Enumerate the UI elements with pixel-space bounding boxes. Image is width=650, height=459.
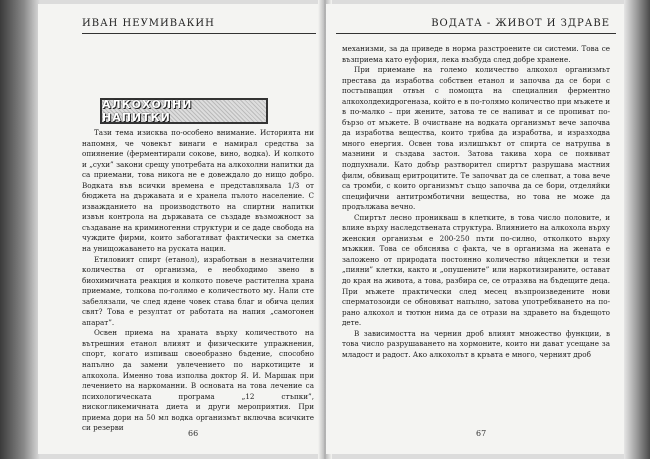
page-number-left: 66 [188,429,199,438]
chapter-title: АЛКОХОЛНИ НАПИТКИ [102,98,193,124]
left-page [38,4,324,454]
chapter-title-box [100,98,268,124]
book-edge-right [624,0,650,459]
paragraph: При приемане на големо количество алкохол организмът престава да изработва собствен етанол и започва да се бори с постъпващия отвън с помощта на специалния ферментно алкохолдехидрогеназа, който е в по-голямо количество при мъжете и в по-малко – при жените, затова те се напиват и се пропиват по-бързо от мъжете. В очистване на водката организмът вече започва да изработва вещества, които трябва да изработва, и изразходва много енергия. Освен това излишъкът от спирта се натрупва в мазнини и създава застоя. Затова такива хора се появяват подпухнали. Като добър разтворител спиртът разрушава мастния филм, обвиващ еритроцитите. Те започват да се слепват, а това вече са тромби, с които организмът също започва да се бори, отделяйки специфични антитромботични вещества, но това не може да продължава вечно. [342,65,611,212]
paragraph: Освен приема на храната върху количеството на вътрешния етанол влияят и физическите упражнения, спорт, когато изпиваш своеобразно бъдение, способно напълно да замени увлечението по наркотиците и алкохола. Именно това изполва доктор Я. И. Маршак при лечението на наркоманни. В основата на това лечение са психологическата програма „12 стъпки”, нискогликемичната диета и други мероприятия. При приема дори на 50 мл водка организмът включва всичките си резерви [82,328,314,433]
book-edge-left [0,0,40,459]
header-rule-left [82,33,316,34]
paragraph: механизми, за да приведе в норма разстроените си системи. Това се възприема като еуфория, лека възбуда след добре хранене. [342,44,610,64]
paragraph: В зависимостта на черния дроб влияят множество функции, в това число разрушаването на хормоните, които ни дават усещане за младост и радост. Ако алкохолът в кръвта е много, черният дроб [342,328,610,359]
body-text-right [342,44,610,360]
body-text-left [82,128,314,434]
right-page [326,4,626,454]
running-head-right: ВОДАТА - ЖИВОТ И ЗДРАВЕ [431,18,610,29]
paragraph: Етиловият спирт (етанол), изработван в незначителни количества от организма, е необходимо звено в биохимичната реакция и колкото повече растителна храна приемаме, толкова по-голямо е количеството му. Нали сте забелязали, че след ядене човек става благ и обича целия свят? Това е резултат от работата на напия „самогонен апарат”. [82,254,314,327]
paragraph: Тази тема изисква по-особено внимание. Историята ни напомня, че човекът винаги е намирал средства за опиянение (ферментирали сокове, вино, водка). И колкото и „сухи” закони срещу употребата на алкохолни напитки да са приемани, това никога не е довеждало до нищо добро. Водката във всички времена е представлявала 1/3 от бюджета на държавата и е хранела пълото население. С изважданието на производството на спиртни напитки извън контрола на държавата се създаде възможност за създаване на криминогенни структури и се даде свобода на чуждите фирми, които забогатяват фактически за сметка на унищожаването на руската нация. [82,128,314,254]
running-head-left: ИВАН НЕУМИВАКИН [82,18,215,29]
header-rule-right [336,33,616,34]
paragraph: Спиртът лесно проникваш в клетките, в това число половите, и влияе върху наследствената структура. Влиянието на алкохола върху женския организъм е 200-250 пъти по-силно, отколкото върху мъжкия. Това се обяснява с факта, че в организма на жената е заложено от природата постоянно количество яйцеклетки и тези „пияни” клетки, както и „опушените” или наркотизираните, остават до края на живота, а това, разбира се, се отразява на бъдещите деца. При мъжете практически след месец възпроизведените нови сперматозоиди се обновяват напълно, затова употребяването на по-рано алкохол и тютюн нима да се отрази на здравето на бъдещото дете. [342,212,610,328]
page-number-right: 67 [476,429,487,438]
